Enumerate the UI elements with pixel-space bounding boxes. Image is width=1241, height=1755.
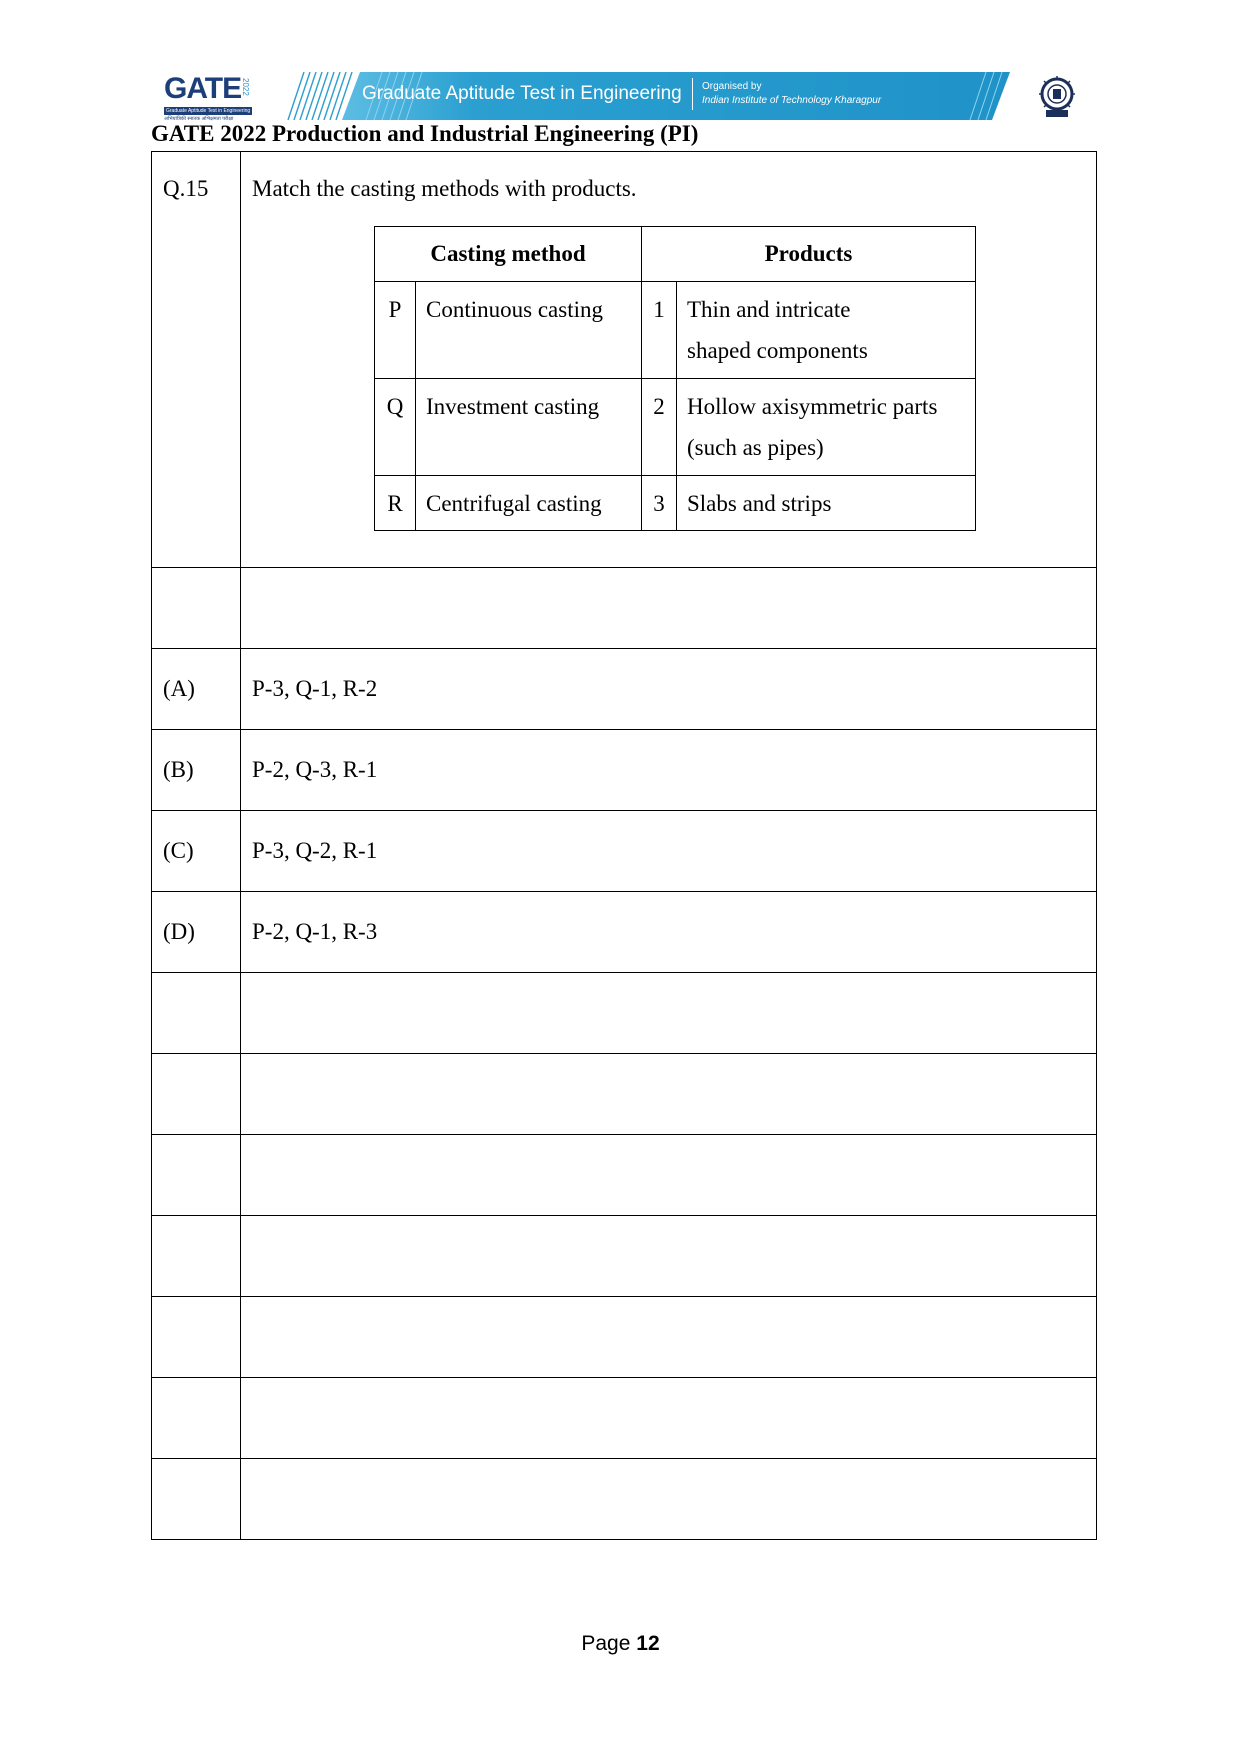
option-row-b (152, 730, 1097, 811)
question-text: Match the casting methods with products. (252, 176, 637, 201)
logo-hindi-text: अभियांत्रिकी स्नातक अभिक्षमता परीक्षा (164, 116, 234, 122)
blank-row (152, 1297, 1097, 1378)
blank-row (152, 1054, 1097, 1135)
product-text-line2: shaped components (687, 338, 868, 363)
row-label: R (387, 491, 403, 516)
blank-row (152, 1135, 1097, 1216)
matching-row-r (375, 476, 976, 531)
matching-table (374, 226, 976, 531)
gate-logo (164, 74, 264, 122)
banner-title: Graduate Aptitude Test in Engineering (362, 83, 682, 104)
blank-row (152, 1378, 1097, 1459)
product-text-line2: (such as pipes) (687, 435, 824, 460)
option-row-a (152, 649, 1097, 730)
product-text-line1: Hollow axisymmetric parts (687, 394, 938, 419)
option-text: P-2, Q-1, R-3 (252, 919, 378, 944)
logo-subtitle: Graduate Aptitude Test in Engineering (166, 108, 251, 114)
row-label: P (388, 297, 402, 322)
row-label: Q (386, 394, 404, 419)
question-table (151, 151, 1097, 1540)
page-label: Page (581, 1632, 631, 1655)
option-row-c (152, 811, 1097, 892)
logo-year: 2022 (241, 78, 250, 96)
product-number: 1 (653, 297, 665, 322)
page-number (0, 1632, 1241, 1656)
document-title: GATE 2022 Production and Industrial Engineering (PI) (151, 121, 699, 146)
header-products: Products (642, 227, 976, 282)
option-label: (B) (163, 757, 194, 782)
question-row (152, 152, 1097, 568)
header-casting-method: Casting method (375, 227, 642, 282)
question-number: Q.15 (163, 176, 209, 201)
casting-method: Continuous casting (426, 297, 603, 322)
logo-wordmark: GATE (164, 72, 242, 105)
banner-divider (692, 78, 693, 110)
header-banner (160, 70, 1080, 126)
product-text-line1: Slabs and strips (687, 491, 832, 516)
option-label: (C) (163, 838, 194, 863)
product-text-line1: Thin and intricate (687, 297, 851, 322)
option-label: (D) (163, 919, 195, 944)
casting-method: Centrifugal casting (426, 491, 602, 516)
blank-row (152, 973, 1097, 1054)
blank-row (152, 568, 1097, 649)
option-text: P-3, Q-2, R-1 (252, 838, 378, 863)
matching-row-q (375, 379, 976, 476)
blank-row (152, 1459, 1097, 1540)
option-label: (A) (163, 676, 195, 701)
page-number-value: 12 (636, 1632, 660, 1655)
casting-method: Investment casting (426, 394, 600, 419)
option-row-d (152, 892, 1097, 973)
organised-by-label: Organised by (702, 81, 762, 92)
matching-row-p (375, 282, 976, 379)
product-number: 3 (653, 491, 665, 516)
iit-kharagpur-emblem-icon (1034, 74, 1080, 120)
product-number: 2 (653, 394, 665, 419)
matching-header-row (375, 227, 976, 282)
option-text: P-3, Q-1, R-2 (252, 676, 378, 701)
organiser-name: Indian Institute of Technology Kharagpur (702, 95, 882, 106)
option-text: P-2, Q-3, R-1 (252, 757, 378, 782)
blank-row (152, 1216, 1097, 1297)
